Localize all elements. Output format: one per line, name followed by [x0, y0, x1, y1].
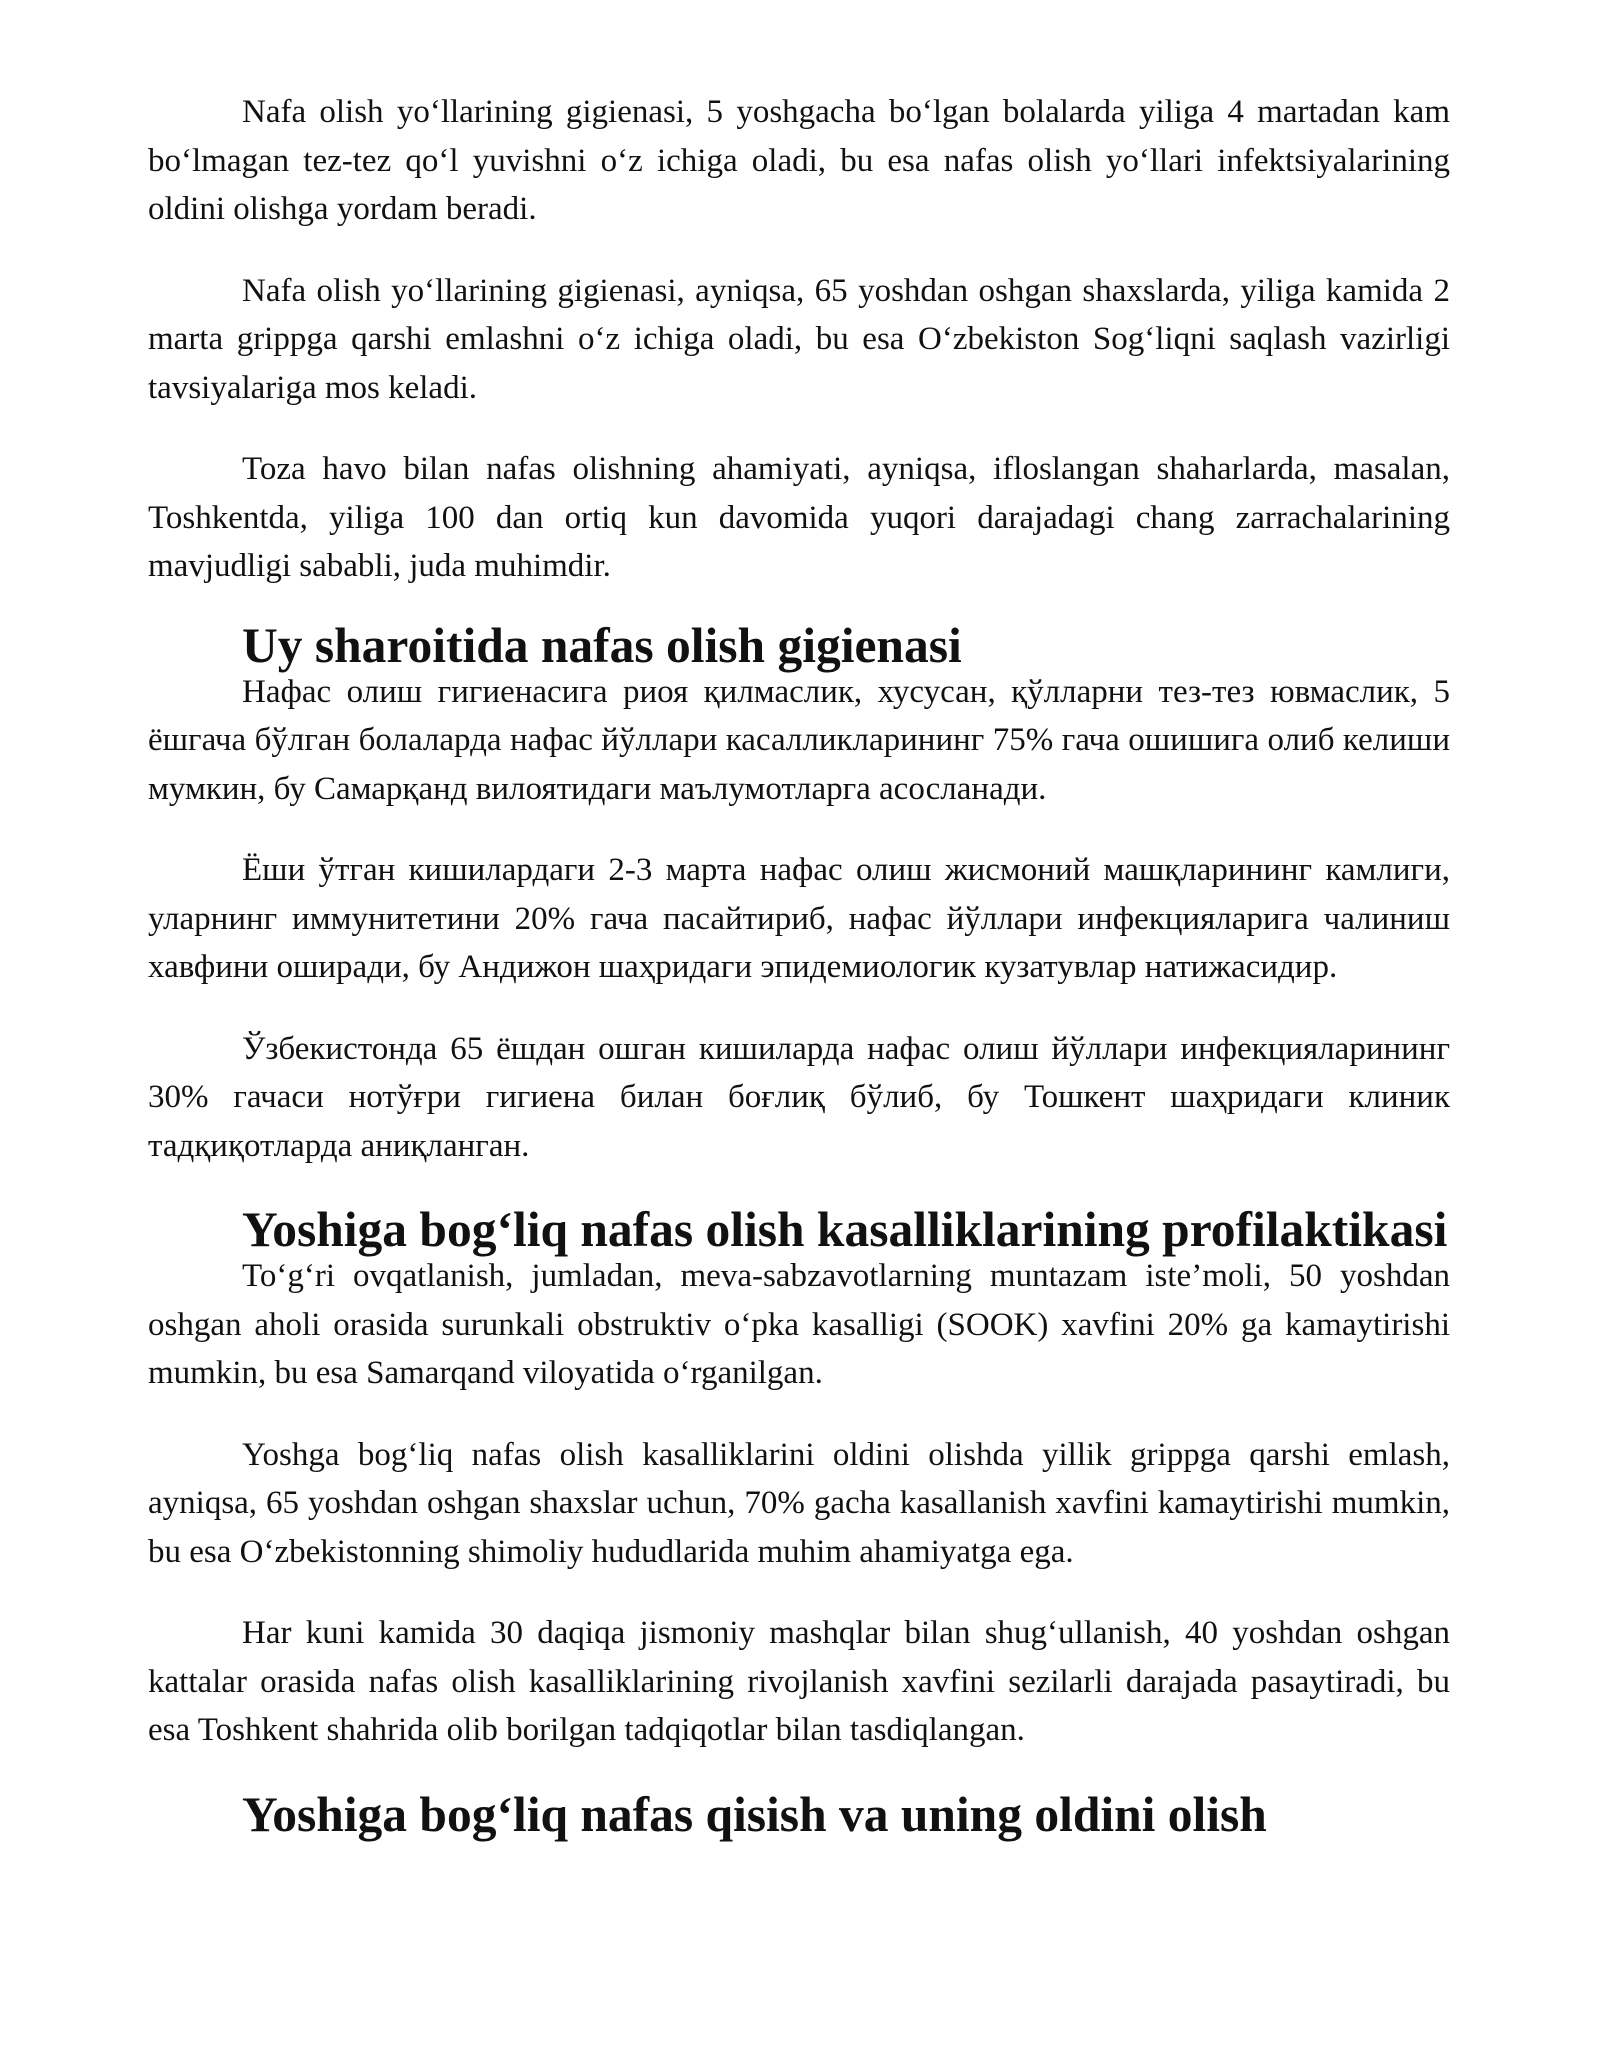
paragraph-physical-exercise: Har kuni kamida 30 daqiqa jismoniy mashqlar bilan shug‘ullanish, 40 yoshdan oshgan kattalar orasida nafas olish kasalliklarining rivojlanish xavfini sezilarli darajada pasaytiradi, bu esa Toshkent shahrida olib borilgan tadqiqotlar bilan tasdiqlangan.	[148, 1615, 1450, 1748]
document-page	[148, 88, 1450, 1842]
section-heading-shortness-of-breath: Yoshiga bog‘liq nafas qisish va uning oldini olish	[242, 1786, 1267, 1842]
section-heading-home-hygiene: Uy sharoitida nafas olish gigienasi	[242, 617, 962, 673]
paragraph-flu-vaccination: Nafa olish yo‘llarining gigienasi, ayniqsa, 65 yoshdan oshgan shaxslarda, yiliga kamida 2 marta grippga qarshi emlashni o‘z ichiga oladi, bu esa O‘zbekiston Sog‘liqni saqlash vazirligi tavsiyalariga mos keladi.	[148, 272, 1450, 406]
section-heading-age-prevention: Yoshiga bog‘liq nafas olish kasalliklarining profilaktikasi	[242, 1202, 1448, 1257]
paragraph-elderly-infections: Ўзбекистонда 65 ёшдан ошган кишиларда нафас олиш йўллари инфекцияларининг 30% гачаси нотўғри гигиена билан боғлиқ бўлиб, бу Тошкент шаҳридаги клиник тадқиқотларда аниқланган.	[148, 1030, 1450, 1164]
section-age-prevention	[148, 1202, 1450, 1755]
paragraph-handwashing-children: Нафас олиш гигиенасига риоя қилмаслик, хусусан, қўлларни тез-тез ювмаслик, 5 ёшгача бўлган болаларда нафас йўллари касалликларининг 75% гача ошишига олиб келиши мумкин, бу Самарқанд вилоятидаги маълумотларга асосланади.	[148, 673, 1450, 807]
paragraph-clean-air: Toza havo bilan nafas olishning ahamiyati, ayniqsa, ifloslangan shaharlarda, masalan, Toshkentda, yiliga 100 dan ortiq kun davomida yuqori darajadagi chang zarrachalarining mavjudligi sababli, juda muhimdir.	[148, 451, 1450, 584]
paragraph-annual-vaccination: Yoshga bog‘liq nafas olish kasalliklarini oldini olishda yillik grippga qarshi emlash, ayniqsa, 65 yoshdan oshgan shaxslar uchun, 70% gacha kasallanish xavfini kamaytirishi mumkin, bu esa O‘zbekistonning shimoliy hududlarida muhim ahamiyatga ega.	[148, 1436, 1450, 1570]
paragraph-nutrition: To‘g‘ri ovqatlanish, jumladan, meva-sabzavotlarning muntazam iste’moli, 50 yoshdan oshgan aholi orasida surunkali obstruktiv o‘pka kasalligi (SOOK) xavfini 20% ga kamaytirishi mumkin, bu esa Samarqand viloyatida o‘rganilgan.	[148, 1258, 1450, 1391]
section-home-hygiene	[148, 617, 1450, 1171]
paragraph-breathing-exercises: Ёши ўтган кишилардаги 2-3 марта нафас олиш жисмоний машқларининг камлиги, уларнинг иммунитетини 20% гача пасайтириб, нафас йўллари инфекцияларига чалиниш хавфини оширади, бу Андижон шаҳридаги эпидемиологик кузатувлар натижасидир.	[148, 852, 1450, 985]
paragraph-hand-washing: Nafa olish yo‘llarining gigienasi, 5 yoshgacha bo‘lgan bolalarda yiliga 4 martadan kam bo‘lmagan tez-tez qo‘l yuvishni o‘z ichiga oladi, bu esa nafas olish yo‘llari infektsiyalarining oldini olishga yordam beradi.	[148, 94, 1450, 227]
